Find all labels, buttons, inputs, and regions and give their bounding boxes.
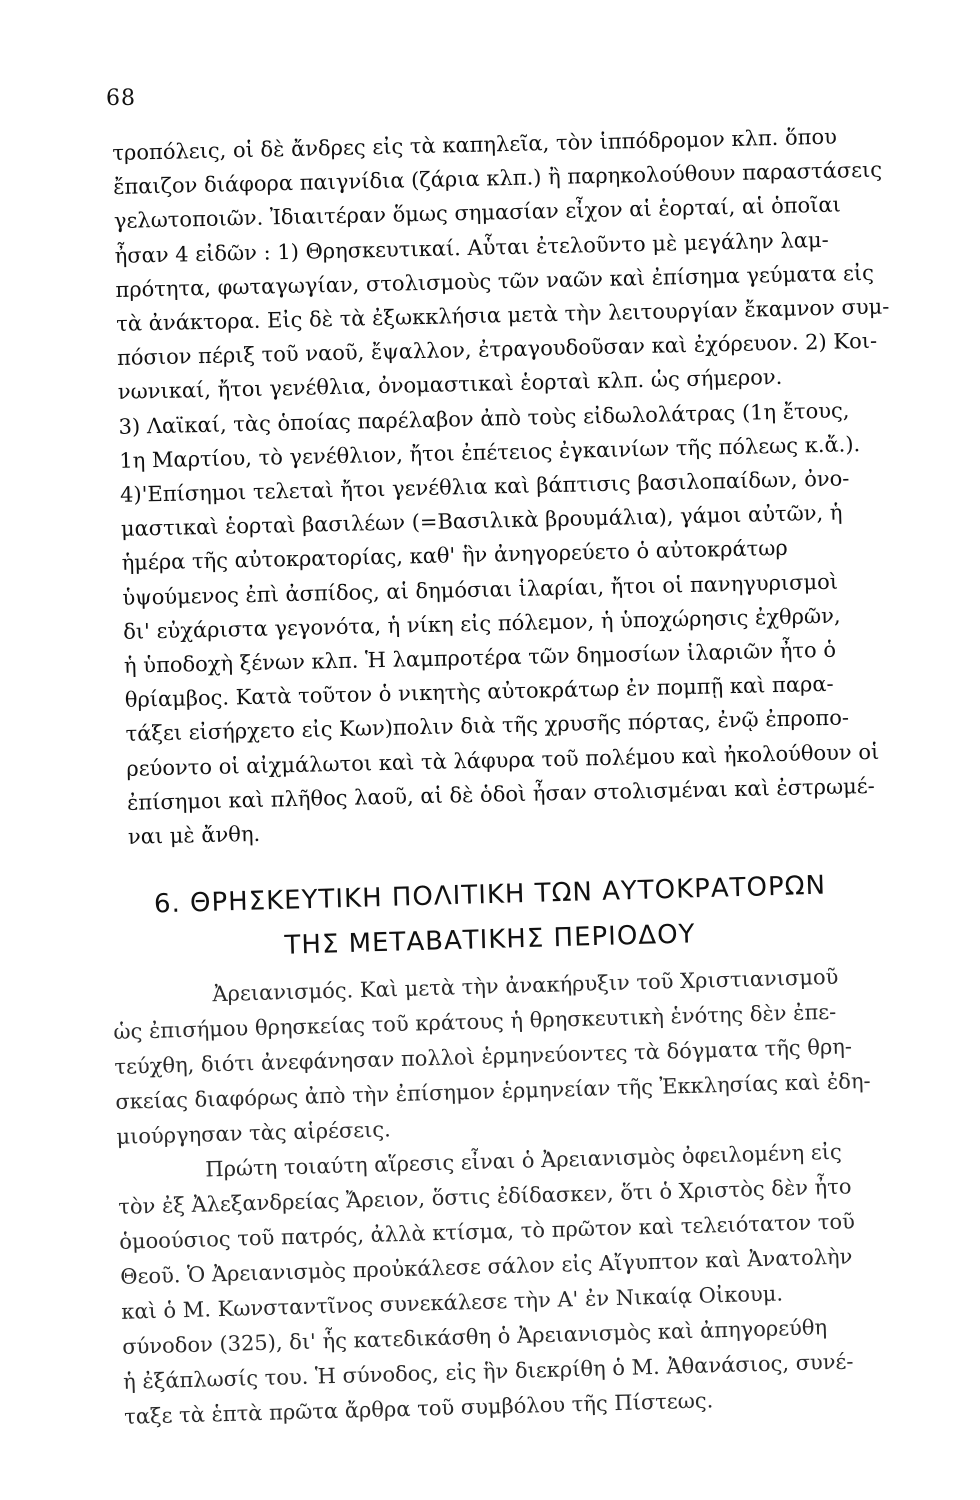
text-line: ὑψούμενος ἐπὶ ἀσπίδος, αἱ δημόσιαι ἱλαρίαι, ἤτοι οἱ πανηγυρισμοὶ [122,569,839,610]
text-line: τροπόλεις, οἱ δὲ ἄνδρες εἰς τὰ καπηλεῖα, τὸν ἱππόδρομον κλπ. ὅπου [112,124,838,165]
paragraph-arianism [112,957,964,1435]
text-line: μαστικαὶ ἑορταὶ βασιλέων (=Βασιλικὰ βρουμάλια), γάμοι αὐτῶν, ἡ [120,500,843,542]
text-line: ὁμοούσιος τοῦ πατρός, ἀλλὰ κτίσμα, τὸ πρῶτον καὶ τελειότατον τοῦ [118,1209,856,1254]
text-line: ἐπίσημοι καὶ πλῆθος λαοῦ, αἱ δὲ ὁδοὶ ἦσαν στολισμέναι καὶ ἐστρωμέ- [126,773,875,815]
text-line: πρότητα, φωταγωγίαν, στολισμοὺς τῶν ναῶν καὶ ἐπίσημα γεύματα εἰς [115,260,875,302]
text-line: τὸν ἐξ Ἀλεξανδρείας Ἄρειον, ὅστις ἐδίδασκεν, ὅτι ὁ Χριστὸς δὲν ἦτο [118,1174,852,1219]
text-line: ἔπαιζον διάφορα παιγνίδια (ζάρια κλπ.) ἢ παρηκολούθουν παραστάσεις [112,157,883,200]
text-line: ναι μὲ ἄνθη. [127,821,261,849]
text-line: σύνοδον (325), δι' ἧς κατεδικάσθη ὁ Ἀρειανισμὸς καὶ ἀπηγορεύθη [121,1315,828,1359]
text-line: δι' εὐχάριστα γεγονότα, ἡ νίκη εἰς πόλεμον, ἡ ὑποχώρησις ἐχθρῶν, [122,603,841,644]
text-line: ρεύοντο οἱ αἰχμάλωτοι καὶ τὰ λάφυρα τοῦ πολέμου καὶ ἠκολούθουν οἱ [126,739,880,781]
text-line: ἡμέρα τῆς αὐτοκρατορίας, καθ' ἣν ἀνηγορεύετο ὁ αὐτοκράτωρ [121,536,788,576]
text-line: τεύχθη, διότι ἀνεφάνησαν πολλοὶ ἑρμηνεύοντες τὰ δόγματα τῆς θρη- [114,1034,853,1079]
text-line: ταξε τὰ ἑπτὰ πρῶτα ἄρθρα τοῦ συμβόλου τῆς Πίστεως. [123,1388,714,1429]
text-line: ἡ ἐξάπλωσίς του. Ἡ σύνοδος, εἰς ἣν διεκρίθη ὁ Μ. Ἀθανάσιος, συνέ- [122,1349,854,1394]
text-line: τὰ ἀνάκτορα. Εἰς δὲ τὰ ἐξωκκλήσια μετὰ τὴν λειτουργίαν ἔκαμνον συμ- [115,294,890,336]
text-line: Ἀρειανισμός. Καὶ μετὰ τὴν ἀνακήρυξιν τοῦ Χριστιανισμοῦ [212,964,839,1007]
text-line: σκείας διαφόρως ἀπὸ τὴν ἐπίσημον ἑρμηνείαν τῆς Ἐκκλησίας καὶ ἐδη- [115,1068,871,1114]
text-line: καὶ ὁ Μ. Κωνσταντῖνος συνεκάλεσε τὴν Α' ἐν Νικαίᾳ Οἰκουμ. [120,1281,784,1324]
page-number: 68 [106,86,136,111]
text-line: πόσιον πέριξ τοῦ ναοῦ, ἔψαλλον, ἐτραγουδοῦσαν καὶ ἐχόρευον. 2) Κοι- [116,328,878,371]
text-line: 4)'Επίσημοι τελεταὶ ἤτοι γενέθλια καὶ βάπτισις βασιλοπαίδων, ὀνο- [119,466,850,507]
text-line: μιούργησαν τὰς αἱρέσεις. [116,1117,392,1149]
section-heading: 6. ΘΡΗΣΚΕΥΤΙΚΗ ΠΟΛΙΤΙΚΗ ΤΩΝ ΑΥΤΟΚΡΑΤΟΡΩΝ [153,870,827,920]
paragraph-festivals [112,117,968,854]
text-line: γελωτοποιῶν. Ἰδιαιτέραν ὅμως σημασίαν εἶχον αἱ ἑορταί, αἱ ὁποῖαι [113,192,842,234]
text-line: ἦσαν 4 εἰδῶν : 1) Θρησκευτικαί. Αὗται ἐτελοῦντο μὲ μεγάλην λαμ- [114,227,829,268]
text-line: 3) Λαϊκαί, τὰς ὁποίας παρέλαβον ἀπὸ τοὺς εἰδωλολάτρας (1η ἔτους, [118,397,850,439]
text-line: Θεοῦ. Ὁ Ἀρειανισμὸς προὐκάλεσε σάλον εἰς Αἴγυπτον καὶ Ἀνατολὴν [119,1244,853,1289]
text-line: ἡ ὑποδοχὴ ξένων κλπ. Ἡ λαμπροτέρα τῶν δημοσίων ἱλαριῶν ἦτο ὁ [123,637,837,678]
text-line: ὡς ἐπισήμου θρησκείας τοῦ κράτους ἡ θρησκευτικὴ ἑνότης δὲν ἐπε- [113,999,837,1044]
text-line: τάξει εἰσήρχετο εἰς Κων)πολιν διὰ τῆς χρυσῆς πόρτας, ἐνῷ ἐπροπο- [125,705,850,747]
text-line: 1η Μαρτίου, τὸ γενέθλιον, ἤτοι ἐπέτειος ἐγκαινίων τῆς πόλεως κ.ἄ.). [119,431,861,473]
text-line: νωνικαί, ἤτοι γενέθλια, ὀνομαστικαὶ ἑορταὶ κλπ. ὡς σήμερον. [117,365,783,405]
text-line: Πρώτη τοιαύτη αἵρεσις εἶναι ὁ Ἀρειανισμὸς ὀφειλομένη εἰς [204,1139,843,1182]
section-subheading: ΤΗΣ ΜΕΤΑΒΑΤΙΚΗΣ ΠΕΡΙΟΔΟΥ [284,919,696,961]
text-line: θρίαμβος. Κατὰ τοῦτον ὁ νικητὴς αὐτοκράτωρ ἐν πομπῇ καὶ παρα- [124,672,834,713]
